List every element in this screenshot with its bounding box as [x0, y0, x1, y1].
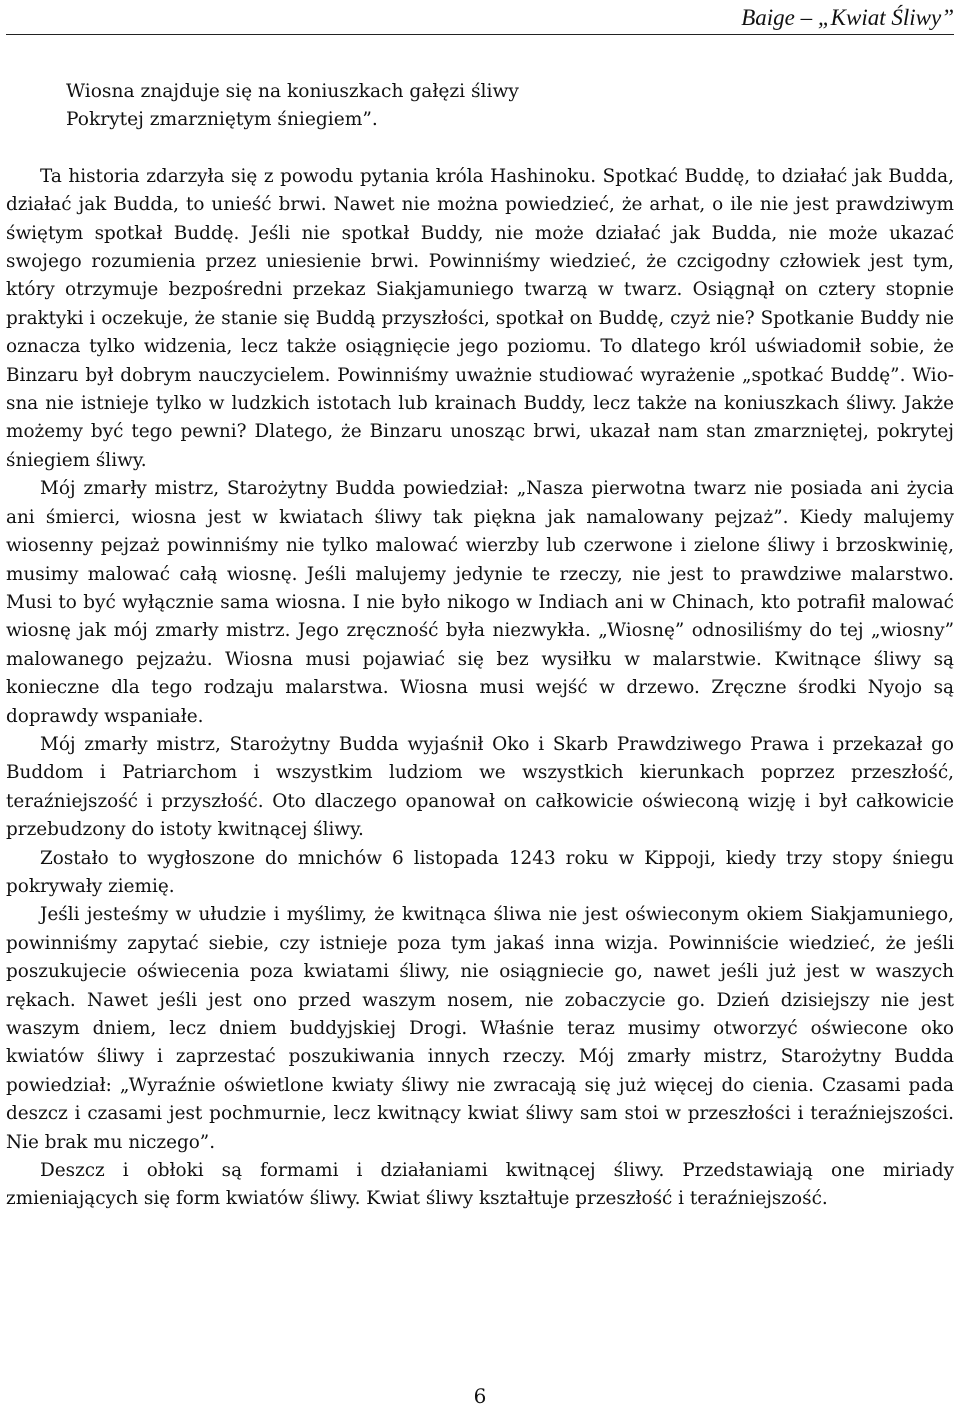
running-header: Baige – „Kwiat Śliwy”: [741, 5, 954, 30]
paragraph: Ta historia zdarzyła się z powodu pytania króla Hashinoku. Spotkać Buddę, to działać jak Budda, działać jak Budda, to unieść brwi. Nawet nie można powiedzieć, że arhat, o ile nie jest prawdziwym świętym spotkał Buddę. Jeśli nie spotkał Buddy, nie może działać jak Budda, nie może ukazać swojego rozumienia przez uniesienie brwi. Powinniśmy wiedzieć, że czcigodny człowiek jest tym, który otrzymuje bezpośredni przekaz Siakjamuniego twarzą w twarz. Osiągnął on cztery stopnie praktyki i oczekuje, że stanie się Buddą przyszłości, spotkał on Buddę, czyż nie? Spotkanie Buddy nie oznacza tylko widzenia, lecz także osiągnięcie jego poziomu. To dlatego król uświadomił sobie, że Binzaru był dobrym nauczycielem. Powinniśmy uważnie studiować wyrażenie „spotkać Buddę”. Wiosna nie istnieje tylko w ludzkich istotach lub krainach Buddy, lecz także na koniuszkach śliwy. Jakże możemy być tego pewni? Dlatego, że Binzaru unosząc brwi, ukazał nam stan zmarzniętej, pokrytej śniegiem śliwy.: [6, 165, 954, 471]
epigraph-line: Wiosna znajduje się na koniuszkach gałęzi śliwy: [66, 81, 519, 102]
paragraph: Mój zmarły mistrz, Starożytny Budda powiedział: „Nasza pierwotna twarz nie posiada ani życia ani śmierci, wiosna jest w kwiatach śliwy tak piękna jak namalowany pejzaż”. Kiedy malujemy wiosenny pejzaż powinniśmy nie tylko malować wierzby lub czerwone i zielone śliwy i brzoskwinię, musimy malować całą wiosnę. Jeśli malujemy jedynie te rzeczy, nie jest to prawdziwe malarstwo. Musi to być wyłącznie sama wiosna. I nie było nikogo w Indiach ani w Chinach, kto potrafił malować wiosnę jak mój zmarły mistrz. Jego zręczność była niezwykła. „Wiosnę” odnosiliśmy do tej „wiosny” malowanego pejzażu. Wiosna musi pojawiać się bez wysiłku w malarstwie. Kwitnące śliwy są konieczne dla tego rodzaju malarstwa. Wiosna musi wejść w drzewo. Zręczne środki Nyojo są doprawdy wspaniałe.: [6, 478, 954, 727]
body-text: [6, 78, 954, 1214]
paragraph: Zostało to wygłoszone do mnichów 6 listopada 1243 roku w Kippoji, kiedy trzy stopy śniegu pokrywały ziemię.: [6, 847, 954, 897]
epigraph: [66, 78, 954, 135]
epigraph-line: Pokrytej zmarzniętym śniegiem”.: [66, 109, 378, 131]
header-rule: [6, 34, 954, 35]
page-number: 6: [473, 1384, 487, 1408]
paragraph: Jeśli jesteśmy w ułudzie i myślimy, że kwitnąca śliwa nie jest oświeconym okiem Siakjamuniego, powinniśmy zapytać siebie, czy istnieje poza tym jakaś inna wizja. Powinniście wiedzieć, że jeśli poszukujecie oświecenia poza kwiatami śliwy, nie osiągniecie go, nawet jeśli już jest w waszych rękach. Nawet jeśli jest ono przed waszym nosem, nie zobaczycie go. Dzień dzisiejszy nie jest waszym dniem, lecz dniem buddyjskiej Drogi. Właśnie teraz musimy otworzyć oświecone oko kwiatów śliwy i zaprzestać poszukiwania innych rzeczy. Mój zmarły mistrz, Starożytny Budda powiedział: „Wyraźnie oświetlone kwiaty śliwy nie zwracają się już więcej do cienia. Czasami pada deszcz i czasami jest pochmurnie, lecz kwitnący kwiat śliwy sam stoi w przeszłości i teraźniejszości. Nie brak mu niczego”.: [6, 904, 954, 1153]
paragraph: Mój zmarły mistrz, Starożytny Budda wyjaśnił Oko i Skarb Prawdziwego Prawa i przekazał go Buddom i Patriarchom i wszystkim ludziom we wszystkich kierunkach poprzez przeszłość, teraźniejszość i przyszłość. Oto dlaczego opanował on całkowicie oświeconą wizję i był całkowicie przebudzony do istoty kwitnącej śliwy.: [6, 733, 954, 841]
paragraph: Deszcz i obłoki są formami i działaniami kwitnącej śliwy. Przedstawiają one miriady zmieniających się form kwiatów śliwy. Kwiat śliwy kształtuje przeszłość i teraźniejszość.: [6, 1160, 954, 1210]
